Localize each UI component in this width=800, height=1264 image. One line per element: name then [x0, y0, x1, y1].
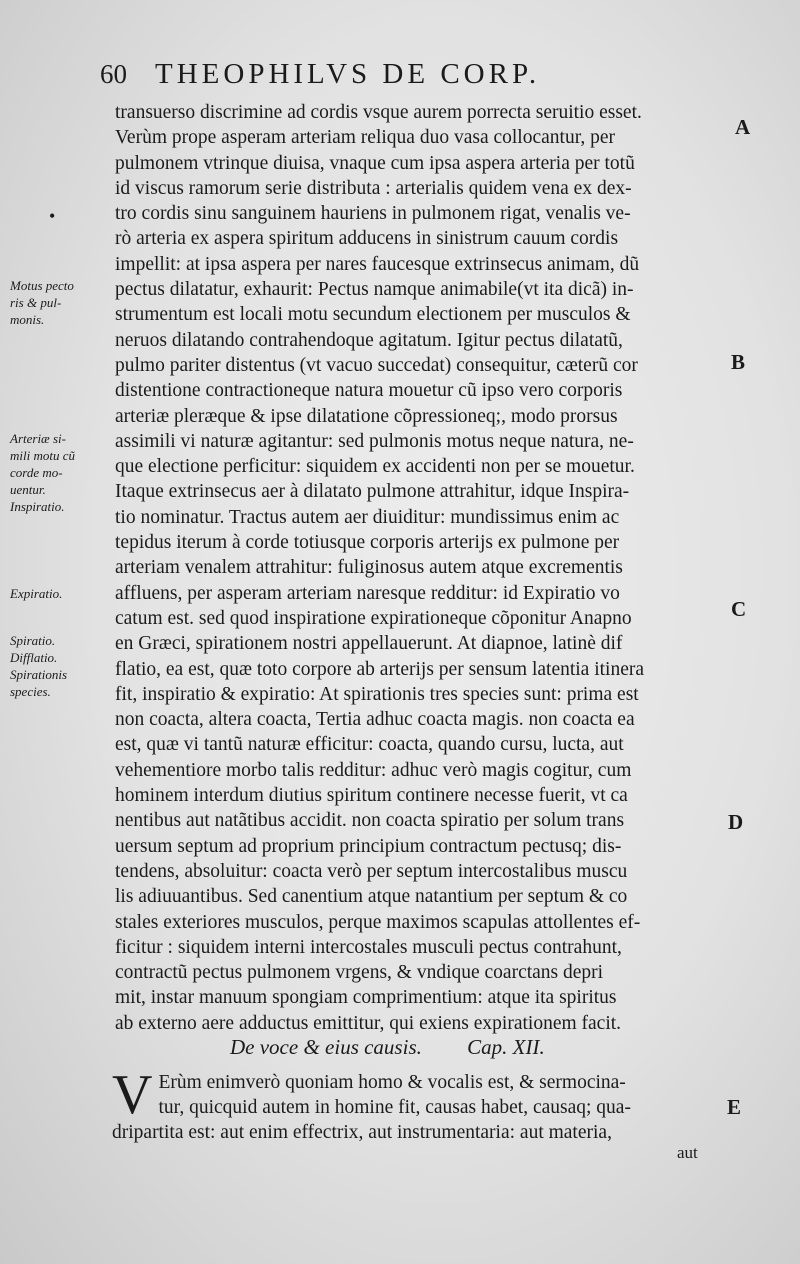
chapter-title: De voce & eius causis.	[230, 1035, 422, 1059]
text-line: strumentum est locali motu secundum electionem per musculos &	[115, 304, 631, 326]
text-line: arteriam venalem attrahitur: fuliginosus autem atque excrementis	[115, 557, 623, 579]
stray-mark: •	[49, 206, 56, 226]
chapter-heading	[230, 1035, 650, 1060]
text-line: en Græci, spirationem nostri appellauerunt. At diapnoe, latinè dif	[115, 633, 623, 655]
text-line: est, quæ vi tantũ naturæ efficitur: coacta, quando cursu, lucta, aut	[115, 734, 624, 756]
text-line: pulmonem vtrinque diuisa, vnaque cum ipsa aspera arteria per totũ	[115, 152, 635, 174]
text-line: assimili vi naturæ agitantur: sed pulmonis motus neque natura, ne-	[115, 430, 634, 452]
text-line: arteriæ pleræque & ipse dilatatione cõpressioneq;, modo prorsus	[115, 405, 618, 427]
drop-cap: V	[112, 1064, 153, 1126]
text-line: ficitur : siquidem interni intercostales musculi pectus contrahunt,	[115, 936, 622, 958]
running-head: THEOPHILVS DE CORP.	[155, 58, 541, 90]
catchword: aut	[677, 1143, 698, 1162]
margin-note-expiratio: Expiratio.	[10, 586, 63, 601]
text-line: catum est. sed quod inspiratione expirationeque cõponitur Anapno	[115, 607, 632, 629]
margin-note-motus: Motus pecto ris & pul- monis.	[10, 278, 74, 327]
text-line: tendens, absoluitur: coacta verò per septum intercostalibus muscu	[115, 860, 628, 882]
text-line: mit, instar manuum spongiam comprimentium: atque ita spiritus	[115, 987, 617, 1009]
text-line: tio nominatur. Tractus autem aer diuiditur: mundissimus enim ac	[115, 506, 620, 528]
page-header	[100, 58, 700, 98]
section-letter-b: B	[731, 350, 746, 374]
text-line: rò arteria ex aspera spiritum adducens in sinistrum cauum cordis	[115, 228, 619, 250]
page-number: 60	[100, 59, 127, 89]
text-line: hominem interdum diutius spiritum continere necesse fuerit, vt ca	[115, 785, 628, 807]
section-letter-a: A	[735, 115, 751, 139]
text-line: pulmo pariter distentus (vt vacuo succedat) consequitur, cæterũ cor	[115, 354, 638, 376]
text-line: lis adiuuantibus. Sed canentium atque natantium per septum & co	[115, 886, 628, 908]
text-line: flatio, ea est, quæ toto corpore ab arterijs per sensum latentia itinera	[115, 658, 645, 680]
text-line: vehementiore morbo talis redditur: adhuc verò magis cogitur, cum	[115, 759, 632, 781]
text-line: impellit: at ipsa aspera per nares faucesque extrinsecus animam, dũ	[115, 253, 640, 275]
text-line: transuerso discrimine ad cordis vsque aurem porrecta seruitio esset.	[115, 102, 642, 123]
text-line: tepidus iterum à corde totiusque corporis arterijs ex pulmone per	[115, 532, 620, 554]
text-line: contractũ pectus pulmonem vrgens, & vndique coarctans depri	[115, 962, 604, 984]
text-line: uersum septum ad proprium principium contractum pectusq; dis-	[115, 835, 622, 857]
text-line: distentione contractioneque natura mouetur cũ ipso vero corporis	[115, 380, 623, 402]
text-line: Verùm prope asperam arteriam reliqua duo vasa collocantur, per	[115, 127, 616, 149]
section-letter-e: E	[727, 1095, 742, 1119]
text-line: neruos dilatando contrahendoque agitatum. Igitur pectus dilatatũ,	[115, 329, 623, 351]
chapter-line: tur, quicquid autem in homine fit, causas habet, causaq; qua-	[158, 1097, 631, 1118]
text-line: pectus dilatatur, exhaurit: Pectus namque animabile(vt ita dicã) in-	[115, 279, 634, 301]
chapter-text	[112, 1064, 727, 1145]
text-line: fit, inspiratio & expiratio: At spirationis tres species sunt: prima est	[115, 683, 639, 705]
chapter-number: Cap. XII.	[467, 1035, 545, 1059]
section-letter-d: D	[728, 810, 744, 834]
text-line: que electione perficitur: siquidem ex accidenti non per se mouetur.	[115, 456, 635, 478]
text-line: tro cordis sinu sanguinem hauriens in pulmonem rigat, venalis ve-	[115, 203, 631, 225]
chapter-line: dripartita est: aut enim effectrix, aut instrumentaria: aut materia,	[112, 1122, 612, 1143]
text-line: Itaque extrinsecus aer à dilatato pulmone attrahitur, idque Inspira-	[115, 481, 630, 503]
margin-note-spiratio: Spiratio. Difflatio. Spirationis species.	[10, 633, 68, 699]
section-letter-c: C	[731, 597, 747, 621]
text-line: id viscus ramorum serie distributa : arterialis quidem vena ex dex-	[115, 177, 632, 199]
text-line: ab externo aere adductus emittitur, qui exiens expirationem facit.	[115, 1012, 622, 1034]
text-line: stales exteriores musculos, perque maximos scapulas attollentes ef-	[115, 911, 641, 933]
text-line: nentibus aut natãtibus accidit. non coacta spiratio per solum trans	[115, 810, 625, 832]
text-line: non coacta, altera coacta, Tertia adhuc coacta magis. non coacta ea	[115, 709, 635, 731]
body-text	[115, 100, 727, 1036]
text-line: affluens, per asperam arteriam naresque redditur: id Expiratio vo	[115, 582, 620, 604]
chapter-line: Erùm enimverò quoniam homo & vocalis est, & sermocina-	[158, 1072, 626, 1093]
margin-note-arteriae: Arteriæ si- mili motu cũ corde mo- uentur. Inspiratio.	[10, 431, 75, 514]
